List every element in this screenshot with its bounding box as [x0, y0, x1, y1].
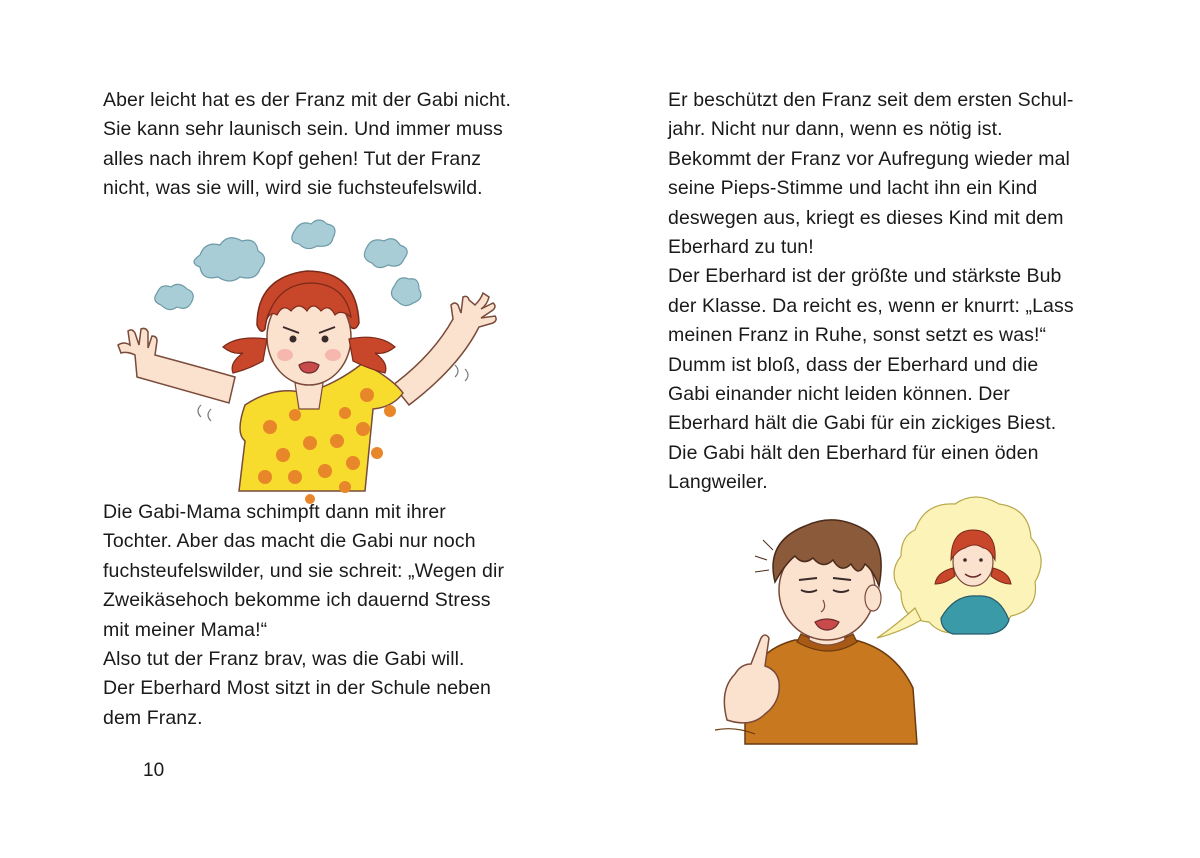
thinking-boy-illustration	[715, 490, 1045, 745]
text-line: Die Gabi-Mama schimpft dann mit ihrer	[103, 501, 446, 523]
text-line: Dumm ist bloß, dass der Eberhard und die	[668, 353, 1039, 376]
text-line: Der Eberhard ist der größte und stärkste Bub	[668, 265, 1062, 288]
text-line: Zweikäsehoch bekomme ich dauernd Stress	[103, 589, 491, 612]
text-line: mit meiner Mama!“	[103, 618, 268, 641]
text-line: Langweiler.	[668, 471, 768, 494]
text-line: jahr. Nicht nur dann, wenn es nötig ist.	[668, 118, 1003, 141]
text-line: Aber leicht hat es der Franz mit der Gabi nicht.	[103, 89, 511, 111]
text-line: Tochter. Aber das macht die Gabi nur noch	[103, 530, 476, 553]
text-line: meinen Franz in Ruhe, sonst setzt es was!“	[668, 324, 1047, 347]
text-line: deswegen aus, kriegt es dieses Kind mit dem	[668, 206, 1064, 229]
angry-girl-illustration	[105, 215, 505, 490]
left-paragraph-1	[103, 86, 511, 204]
right-paragraph-1	[668, 86, 1074, 498]
left-pigtail	[223, 338, 267, 373]
text-line: alles nach ihrem Kopf gehen! Tut der Franz	[103, 147, 482, 170]
text-line: Gabi einander nicht leiden können. Der	[668, 383, 1011, 406]
text-line: Bekommt der Franz vor Aufregung wieder mal	[668, 147, 1070, 170]
text-line: nicht, was sie will, wird sie fuchsteufelswild.	[103, 177, 483, 200]
text-line: Eberhard hält die Gabi für ein zickiges Biest.	[668, 412, 1057, 435]
text-line: seine Pieps-Stimme und lacht ihn ein Kind	[668, 177, 1038, 200]
text-line: Der Eberhard Most sitzt in der Schule neben	[103, 677, 491, 700]
text-line: Er beschützt den Franz seit dem ersten Schul-	[668, 89, 1074, 111]
right-page	[600, 0, 1200, 858]
text-line: Sie kann sehr launisch sein. Und immer muss	[103, 118, 503, 141]
text-line: Die Gabi hält den Eberhard für einen öden	[668, 441, 1039, 464]
text-line: Also tut der Franz brav, was die Gabi will.	[103, 648, 465, 671]
mouth	[299, 362, 319, 373]
left-paragraph-2	[103, 498, 504, 733]
text-line: dem Franz.	[103, 706, 203, 729]
text-line: Eberhard zu tun!	[668, 236, 814, 259]
text-line: der Klasse. Da reicht es, wenn er knurrt: „Lass	[668, 294, 1074, 317]
text-line: fuchsteufelswilder, und sie schreit: „Wegen dir	[103, 559, 505, 582]
page-number: 10	[143, 760, 165, 781]
